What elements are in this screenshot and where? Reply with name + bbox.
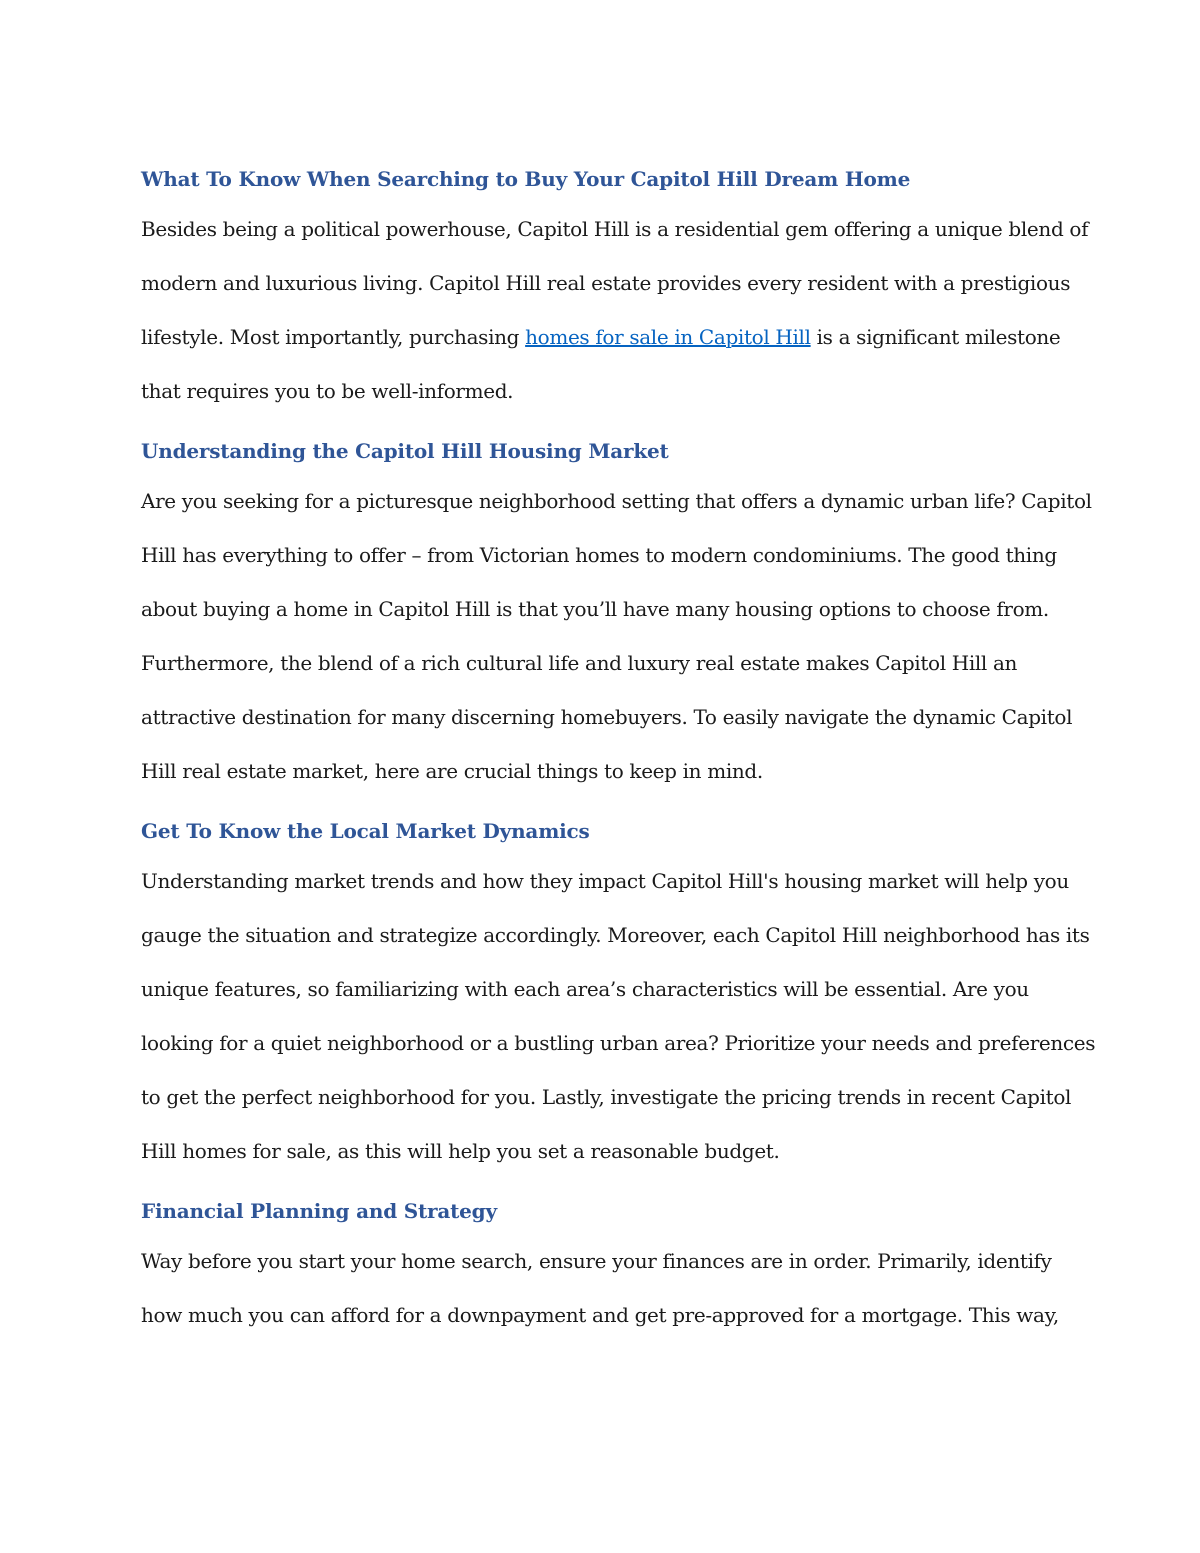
text-line: looking for a quiet neighborhood or a bustling urban area? Prioritize your needs and preferences	[141, 1031, 1096, 1055]
text-line: that requires you to be well-informed.	[141, 379, 514, 403]
text-line: gauge the situation and strategize accordingly. Moreover, each Capitol Hill neighborhood has its	[141, 923, 1090, 947]
text-line: modern and luxurious living. Capitol Hill real estate provides every resident with a prestigious	[141, 271, 1071, 295]
section-paragraph-1	[141, 202, 1089, 418]
text-line: Understanding market trends and how they impact Capitol Hill's housing market will help you	[141, 869, 1069, 893]
text-line: Hill real estate market, here are crucial things to keep in mind.	[141, 759, 763, 783]
section-heading-1: What To Know When Searching to Buy Your Capitol Hill Dream Home	[141, 167, 911, 191]
text-line: Are you seeking for a picturesque neighborhood setting that offers a dynamic urban life? Capitol	[141, 489, 1092, 513]
text-line: attractive destination for many discerning homebuyers. To easily navigate the dynamic Capitol	[141, 705, 1073, 729]
text-line: Besides being a political powerhouse, Capitol Hill is a residential gem offering a unique blend of	[141, 217, 1089, 241]
text-line: Way before you start your home search, ensure your finances are in order. Primarily, identify	[141, 1249, 1052, 1273]
text-line	[141, 310, 1071, 364]
homes-for-sale-link[interactable]: homes for sale in Capitol Hill	[525, 325, 811, 349]
text-line: unique features, so familiarizing with each area’s characteristics will be essential. Are you	[141, 977, 1029, 1001]
section-heading-4: Financial Planning and Strategy	[141, 1199, 497, 1223]
section-paragraph-2	[141, 474, 1092, 798]
section-heading-3: Get To Know the Local Market Dynamics	[141, 819, 590, 843]
section-paragraph-4	[141, 1234, 1071, 1342]
document-page	[141, 160, 1096, 1342]
text-line: how much you can afford for a downpayment and get pre-approved for a mortgage. This way,	[141, 1303, 1059, 1327]
section-heading-2: Understanding the Capitol Hill Housing Market	[141, 439, 669, 463]
section-paragraph-3	[141, 854, 1096, 1178]
text-line: to get the perfect neighborhood for you. Lastly, investigate the pricing trends in recent Capitol	[141, 1085, 1072, 1109]
text-line: Furthermore, the blend of a rich cultural life and luxury real estate makes Capitol Hill an	[141, 651, 1018, 675]
text-fragment: lifestyle. Most importantly, purchasing	[141, 325, 526, 349]
text-fragment: is a significant milestone	[810, 325, 1061, 349]
text-line: Hill homes for sale, as this will help you set a reasonable budget.	[141, 1139, 780, 1163]
text-line: Hill has everything to offer – from Victorian homes to modern condominiums. The good thing	[141, 543, 1057, 567]
text-line: about buying a home in Capitol Hill is that you’ll have many housing options to choose from.	[141, 597, 1049, 621]
